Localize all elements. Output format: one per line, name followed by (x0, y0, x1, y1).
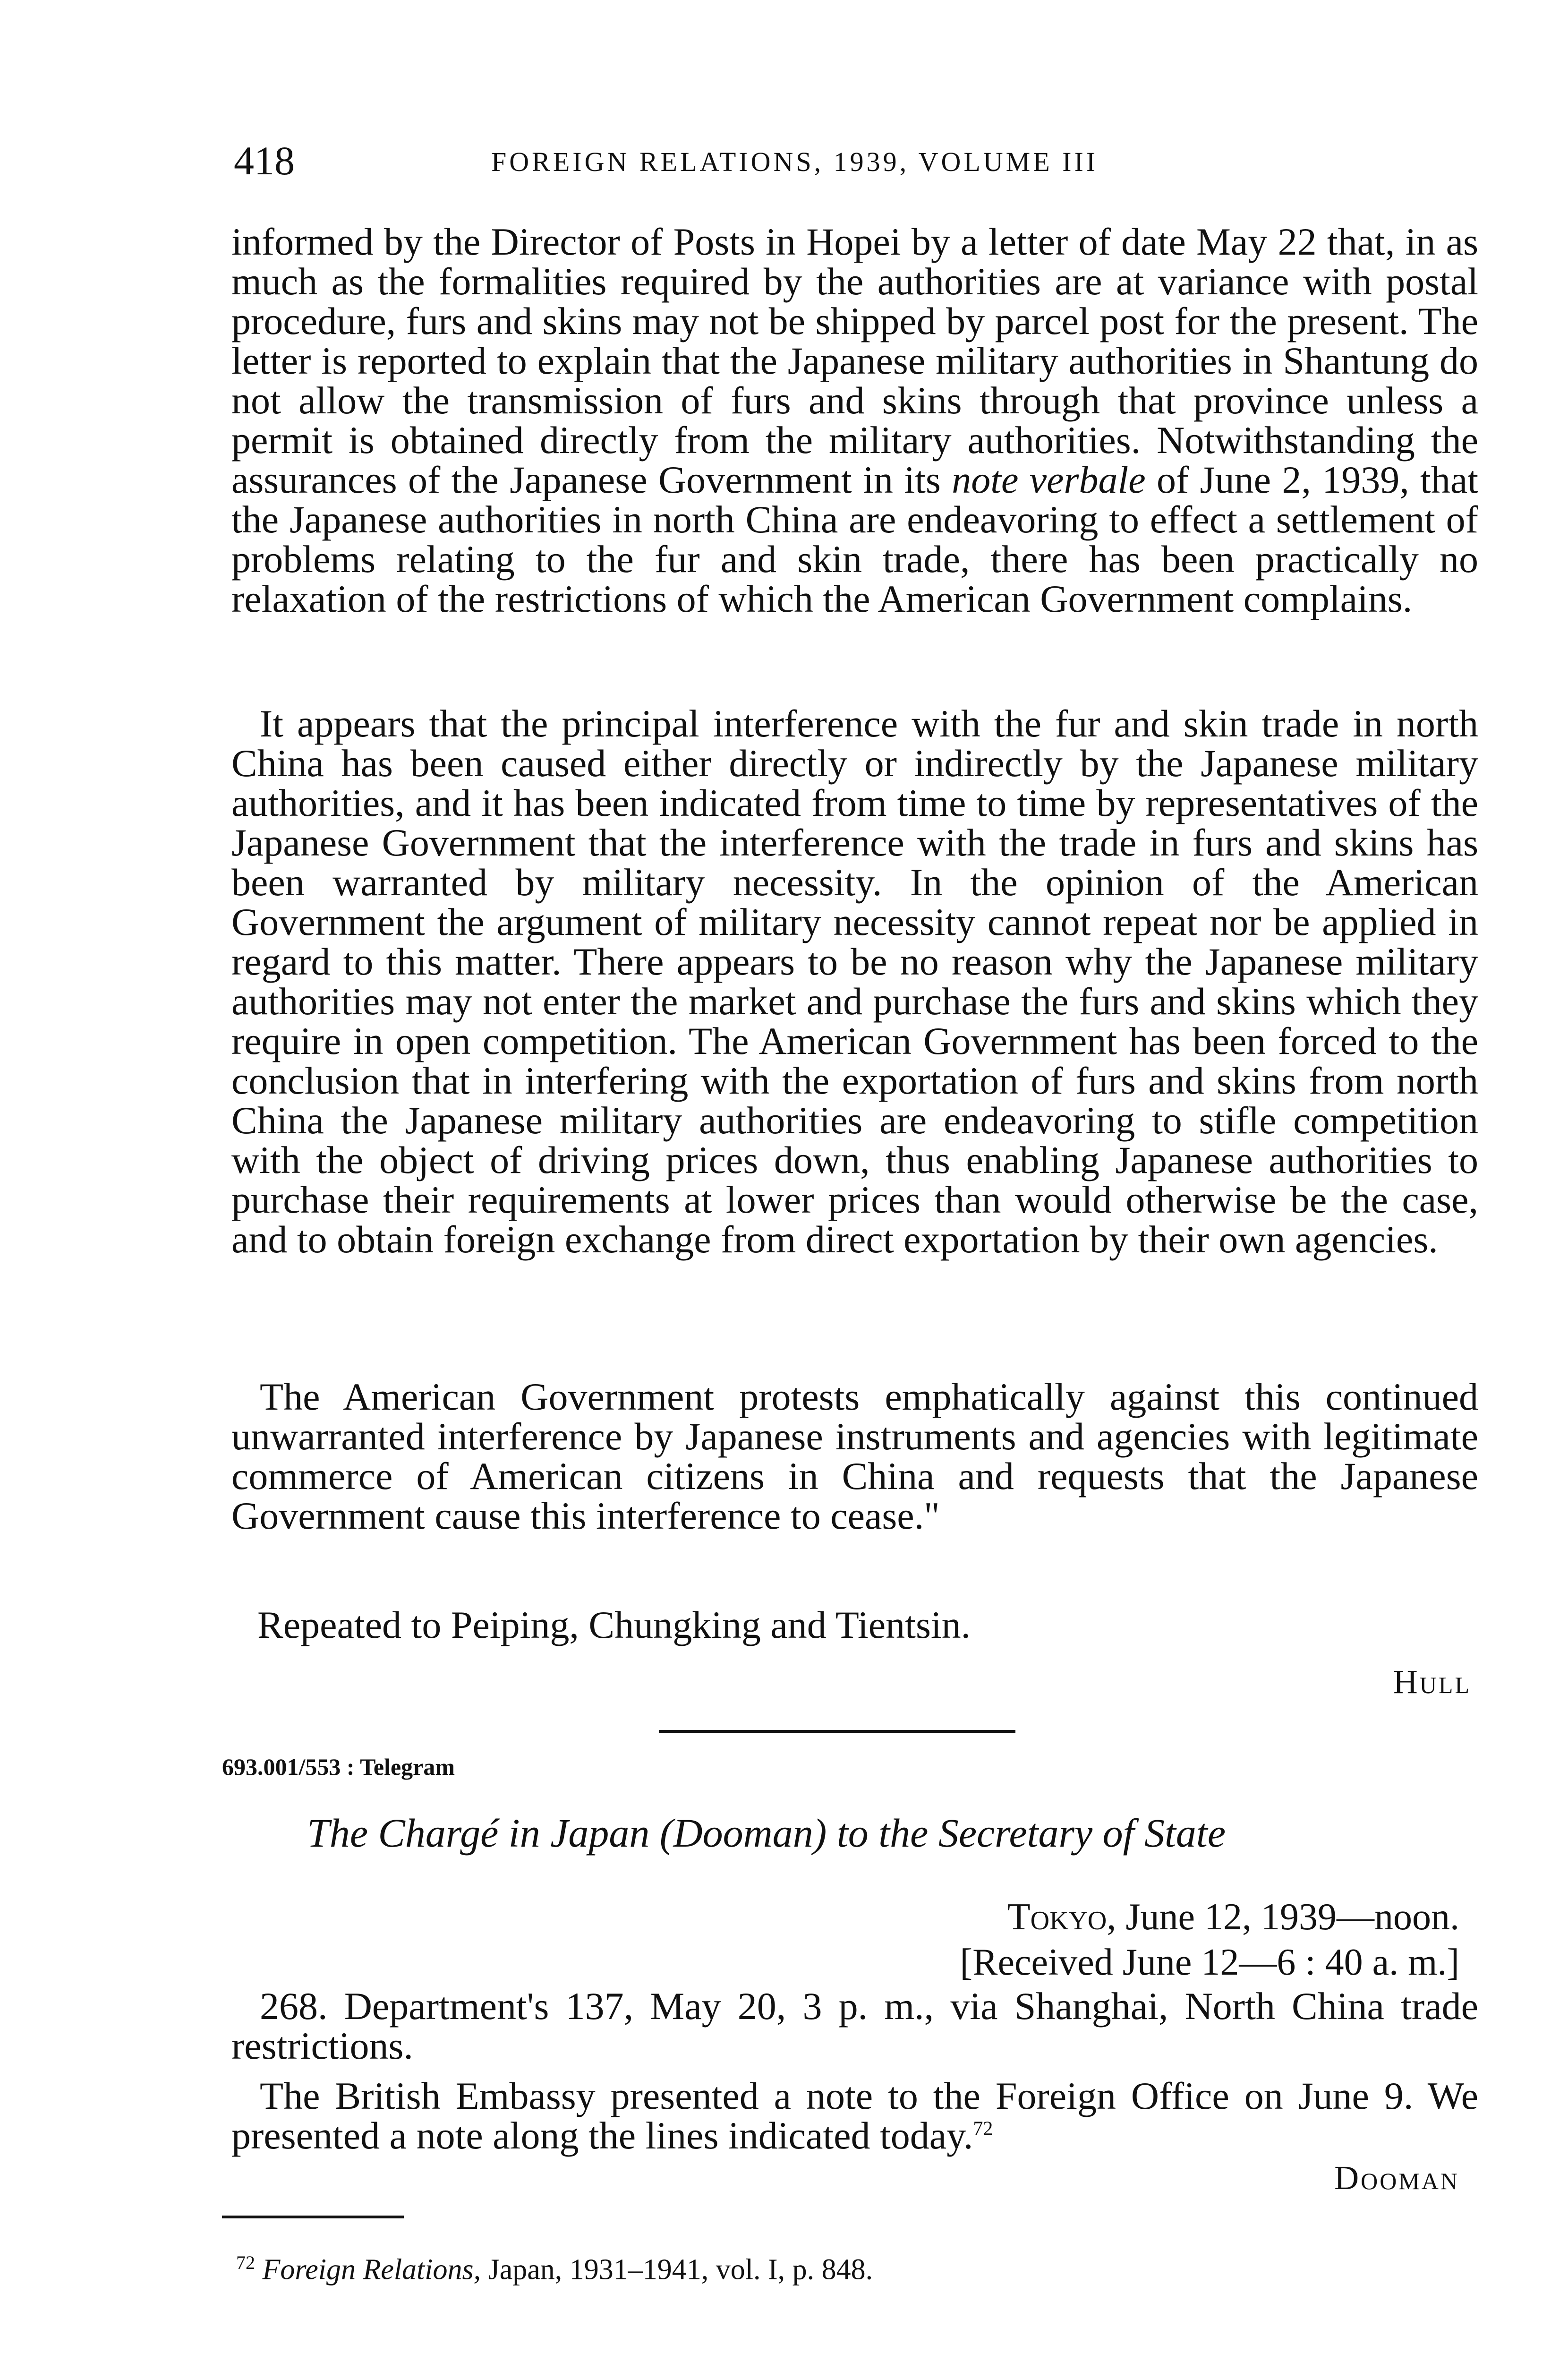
page-number: 418 (234, 138, 295, 183)
signature-dooman: Dooman (1334, 2159, 1459, 2197)
file-reference: 693.001/553 : Telegram (222, 1754, 455, 1780)
dateline-received: [Received June 12—6 : 40 a. m.] (960, 1942, 1459, 1983)
paragraph-posts-restrictions (231, 222, 1478, 619)
paragraph-british-embassy (231, 2076, 1478, 2156)
footnote-reference: 72 (973, 2118, 993, 2140)
paragraph-text: The British Embassy presented a note to the Foreign Office on June 9. We presented a note along the lines indicated today. (231, 2074, 1478, 2157)
dateline-place: Tokyo, (1007, 1896, 1116, 1938)
repeated-to-line: Repeated to Peiping, Chungking and Tientsin. (257, 1603, 971, 1646)
section-divider (659, 1730, 1015, 1733)
signature-hull: Hull (1393, 1663, 1471, 1701)
paragraph-text-continued: of June 2, 1939, that the Japanese authorities in north China are endeavoring to effect a settlement of problems relating to the fur and skin trade, there has been practically no relaxation of the restrictions of which the American Government complains. (231, 458, 1479, 620)
footnote (236, 2242, 873, 2291)
paragraph-text: 268. Department's 137, May 20, 3 p. m., via Shanghai, North China trade restrictions. (231, 1985, 1478, 2067)
paragraph-telegram-268 (231, 1986, 1478, 2066)
running-head: FOREIGN RELATIONS, 1939, VOLUME III (491, 146, 1099, 177)
dateline (960, 1894, 1460, 1985)
note-verbale-term: note verbale (952, 458, 1146, 501)
dateline-date: June 12, 1939—noon. (1125, 1896, 1459, 1938)
paragraph-protest (231, 1377, 1478, 1536)
document-title: The Chargé in Japan (Dooman) to the Secretary of State (307, 1810, 1226, 1856)
paragraph-text: It appears that the principal interference with the fur and skin trade in north China has been caused either directly or indirectly by the Japanese military authorities, and it has been indicated from time to time by representatives of the Japanese Government that the interference with the trade in furs and skins has been warranted by military necessity. In the opinion of the American Government the argument of military necessity cannot repeat nor be applied in regard to this matter. There appears to be no reason why the Japanese military authorities may not enter the market and purchase the furs and skins which they require in open competition. The American Government has been forced to the conclusion that in interfering with the exportation of furs and skins from north China the Japanese military authorities are endeavoring to stifle competition with the object of driving prices down, thus enabling Japanese authorities to purchase their requirements at lower prices than would otherwise be the case, and to obtain foreign exchange from direct exportation by their own agencies. (231, 702, 1478, 1261)
footnote-divider (222, 2216, 404, 2218)
page-header (234, 135, 1476, 187)
footnote-mark: 72 (236, 2252, 255, 2273)
paragraph-interference (231, 704, 1478, 1259)
paragraph-text: The American Government protests emphatically against this continued unwarranted interference by Japanese instruments and agencies with legitimate commerce of American citizens in China and requests that the Japanese Government cause this interference to cease." (231, 1375, 1478, 1537)
dateline-sent (960, 1894, 1460, 1940)
paragraph-text: informed by the Director of Posts in Hopei by a letter of date May 22 that, in as much as the formalities required by the authorities are at variance with postal procedure, furs and skins may not be shipped by parcel post for the present. The letter is reported to explain that the Japanese military authorities in Shantung do not allow the transmission of furs and skins through that province unless a permit is obtained directly from the military authorities. Notwithstanding the assurances of the Japanese Government in its (231, 220, 1478, 501)
footnote-citation: Japan, 1931–1941, vol. I, p. 848. (488, 2253, 873, 2286)
footnote-source: Foreign Relations, (262, 2253, 481, 2286)
